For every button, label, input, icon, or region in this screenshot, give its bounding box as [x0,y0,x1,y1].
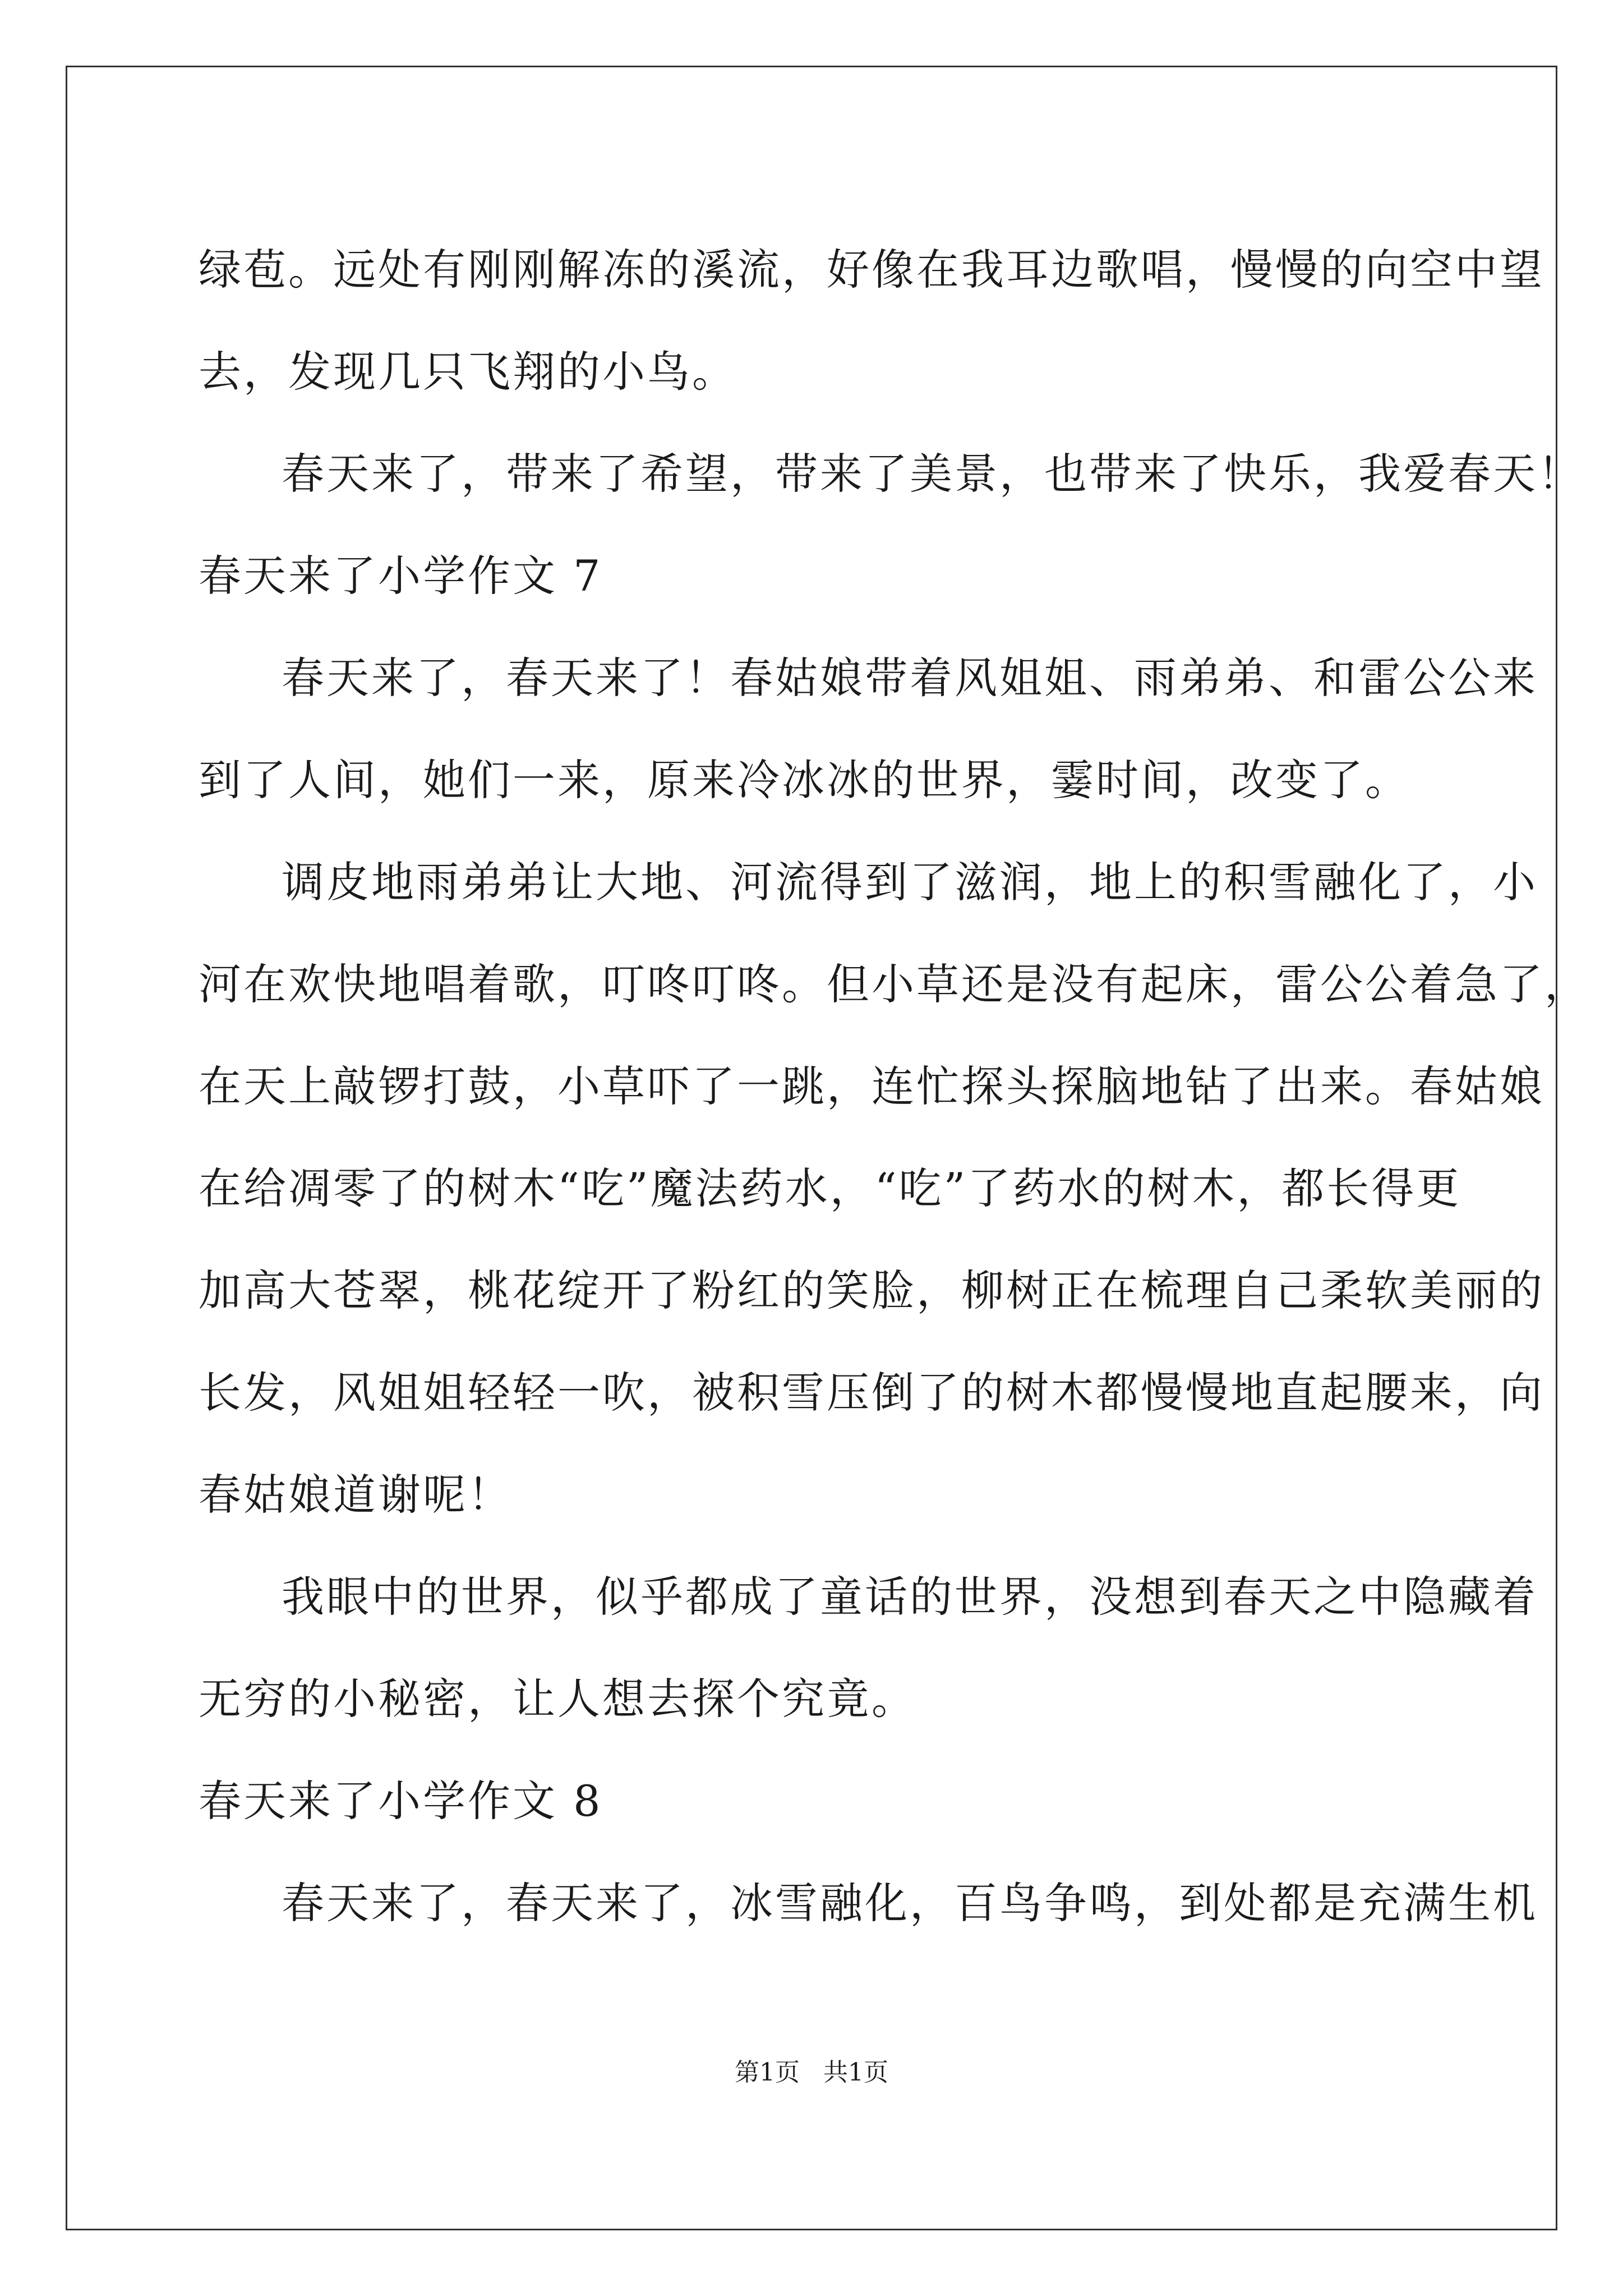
text-line: 春天来了，带来了希望，带来了美景，也带来了快乐，我爱春天！ [282,449,1583,499]
text-line: 无穷的小秘密，让人想去探个究竟。 [199,1674,916,1724]
text-line: 春天来了，春天来了！春姑娘带着风姐姐、雨弟弟、和雷公公来 [282,653,1538,703]
document-body [199,219,1589,1954]
text-line: 去，发现几只飞翔的小鸟。 [199,347,737,397]
text-line: 在天上敲锣打鼓，小草吓了一跳，连忙探头探脑地钻了出来。春姑娘 [199,1061,1544,1111]
page-footer: 第1页 共1页 [735,2058,888,2087]
section-heading: 春天来了小学作文 8 [199,1776,603,1826]
text-line: 春天来了，春天来了，冰雪融化，百鸟争鸣，到处都是充满生机 [282,1878,1538,1928]
text-line: 调皮地雨弟弟让大地、河流得到了滋润，地上的积雪融化了，小 [282,857,1538,907]
text-line: 加高大苍翠，桃花绽开了粉红的笑脸，柳树正在梳理自己柔软美丽的 [199,1266,1544,1315]
section-heading: 春天来了小学作文 7 [199,551,603,601]
text-line: 长发，风姐姐轻轻一吹，被积雪压倒了的树木都慢慢地直起腰来，向 [199,1368,1544,1418]
text-line: 春姑娘道谢呢！ [199,1470,513,1520]
text-line: 河在欢快地唱着歌，叮咚叮咚。但小草还是没有起床，雷公公着急了， [199,959,1589,1009]
text-line: 在给凋零了的树木“吃”魔法药水，“吃”了药水的树木，都长得更 [199,1163,1461,1213]
text-line: 绿苞。远处有刚刚解冻的溪流，好像在我耳边歌唱，慢慢的向空中望 [199,245,1544,295]
text-line: 我眼中的世界，似乎都成了童话的世界，没想到春天之中隐藏着 [282,1572,1538,1622]
text-line: 到了人间，她们一来，原来冷冰冰的世界，霎时间，改变了。 [199,755,1410,805]
